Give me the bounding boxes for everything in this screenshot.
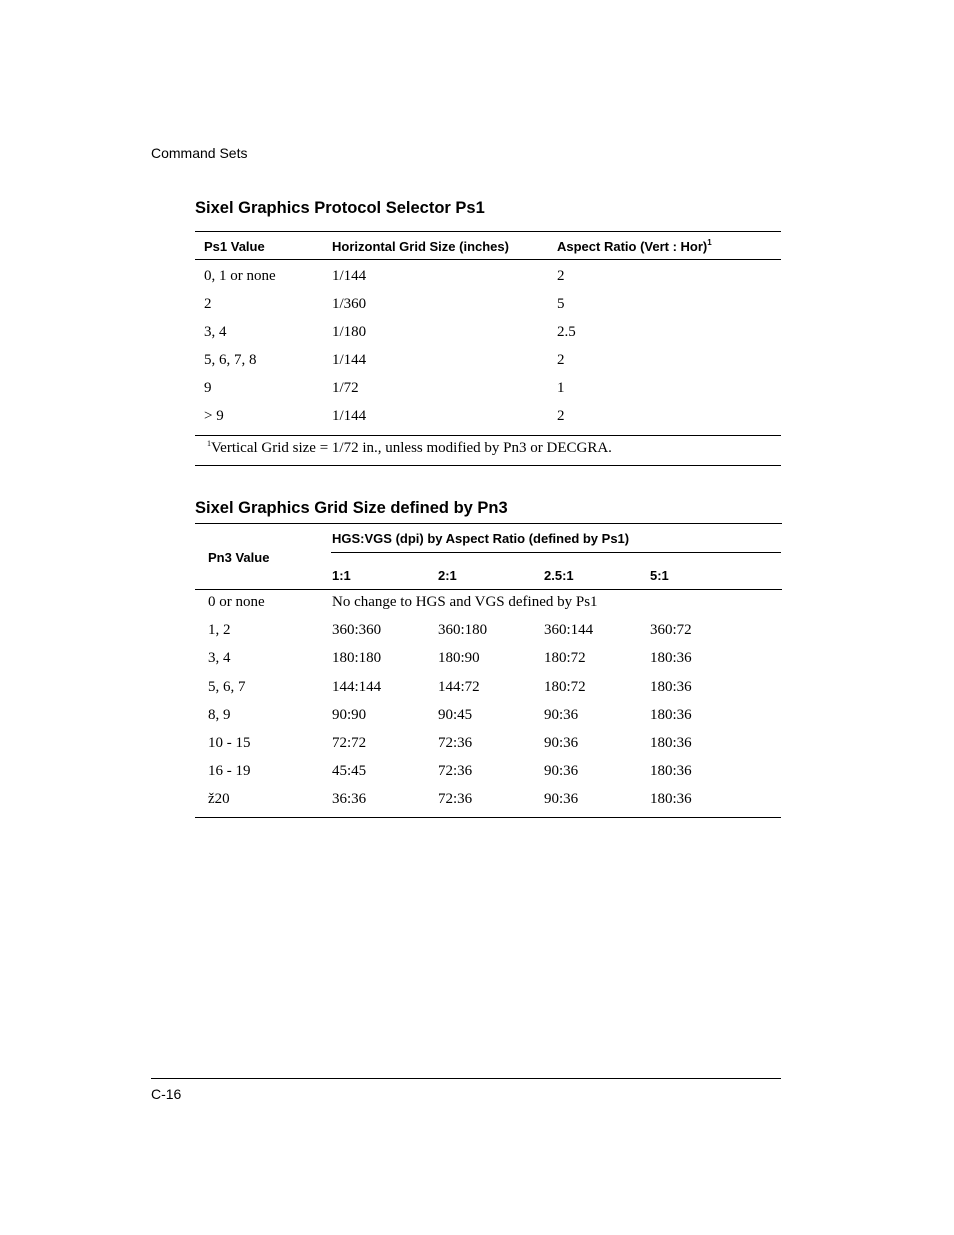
table2-cell: 90:45	[438, 706, 473, 723]
table2-cell: 16 - 19	[208, 763, 251, 780]
table2-header-rule	[195, 589, 782, 590]
table2-cell: 180:180	[332, 650, 382, 667]
table2-cell: ž20	[208, 791, 230, 808]
table2-cell: 180:90	[438, 650, 480, 667]
table2-title: Sixel Graphics Grid Size defined by Pn3	[195, 499, 508, 517]
table2-cell: 3, 4	[208, 650, 231, 667]
table1-col-ps1-value: Ps1 Value	[204, 239, 265, 254]
table1-cell: 5	[557, 296, 565, 312]
table1-col-footnote-mark: 1	[707, 238, 712, 247]
table2-cell: 180:36	[650, 706, 692, 723]
table1-header-rule	[195, 259, 781, 260]
table2-cell: 360:180	[438, 622, 488, 639]
table1-cell: 2	[557, 268, 565, 284]
table2-cell: No change to HGS and VGS defined by Ps1	[332, 594, 598, 610]
table1-cell: 2	[557, 352, 565, 368]
table2-cell: 90:36	[544, 791, 579, 808]
table1-cell: 2	[204, 296, 212, 312]
table1-bottom-rule	[195, 465, 781, 466]
table2-cell: 90:36	[544, 735, 579, 751]
table2-group-header: HGS:VGS (dpi) by Aspect Ratio (defined by Ps1)	[332, 531, 630, 546]
table1-top-rule	[195, 231, 781, 232]
table2-cell: 90:90	[332, 706, 367, 723]
table1-col-horizontal-grid: Horizontal Grid Size (inches)	[332, 239, 509, 254]
table2-cell: 10 - 15	[208, 735, 251, 751]
table1-cell: 5, 6, 7, 8	[204, 352, 257, 368]
table1-footnote	[207, 440, 612, 457]
table2-cell: 72:36	[438, 763, 473, 780]
table2-cell: 90:36	[544, 763, 579, 780]
running-header: Command Sets	[151, 145, 248, 161]
table2-cell: 72:72	[332, 735, 367, 751]
table2-cell: 360:360	[332, 622, 382, 639]
table2-cell: 1, 2	[208, 622, 231, 639]
table1-cell: 1/144	[332, 352, 367, 368]
table1-title: Sixel Graphics Protocol Selector Ps1	[195, 199, 485, 217]
table2-subheader-2-5-1: 2.5:1	[544, 568, 574, 583]
table1-col-aspect-ratio	[557, 239, 712, 254]
table1-cell: 1/180	[332, 324, 367, 340]
table2-cell: 45:45	[332, 763, 367, 780]
table2-cell: 180:36	[650, 763, 692, 780]
table2-cell: 5, 6, 7	[208, 678, 246, 695]
table1-cell: 1/144	[332, 268, 367, 284]
table2-cell: 72:36	[438, 791, 473, 808]
table2-cell: 0 or none	[208, 594, 265, 610]
table1-cell: 3, 4	[204, 324, 227, 340]
table1-cell: 1/72	[332, 380, 359, 396]
table2-bottom-rule	[195, 817, 781, 818]
table1-col-aspect-ratio-label: Aspect Ratio (Vert : Hor)	[557, 239, 708, 254]
table1-cell: 1/144	[332, 408, 367, 424]
page-number: C-16	[151, 1086, 182, 1102]
table2-cell: 36:36	[332, 791, 367, 808]
table2-cell: 144:72	[438, 678, 480, 695]
table2-cell: 180:72	[544, 678, 586, 695]
table1-cell: 0, 1 or none	[204, 268, 276, 284]
table2-col-pn3-value: Pn3 Value	[208, 550, 270, 565]
table2-cell: 90:36	[544, 706, 579, 723]
table1-footnote-mark: 1	[207, 439, 211, 448]
table2-cell: 180:36	[650, 678, 692, 695]
table1-cell: 1	[557, 380, 565, 396]
table2-subheader-5-1: 5:1	[650, 568, 669, 583]
table2-cell: 360:144	[544, 622, 594, 639]
table2-group-rule	[331, 552, 781, 553]
table1-cell: 2	[557, 408, 565, 424]
table1-cell: > 9	[204, 408, 224, 424]
table2-subheader-2-1: 2:1	[438, 568, 457, 583]
table1-cell: 2.5	[557, 324, 576, 340]
table2-cell: 180:36	[650, 791, 692, 808]
table2-cell: 180:36	[650, 735, 692, 751]
table2-cell: 144:144	[332, 678, 382, 695]
table2-cell: 360:72	[650, 622, 692, 639]
table1-cell: 1/360	[332, 296, 367, 312]
table2-subheader-1-1: 1:1	[332, 568, 351, 583]
table1-footnote-rule	[195, 435, 781, 436]
table2-cell: 180:72	[544, 650, 586, 667]
table1-footnote-text: Vertical Grid size = 1/72 in., unless modified by Pn3 or DECGRA.	[211, 440, 612, 456]
table2-cell: 72:36	[438, 735, 473, 751]
table2-cell: 180:36	[650, 650, 692, 667]
footer-rule	[151, 1078, 781, 1079]
table2-top-rule	[195, 523, 782, 524]
table1-cell: 9	[204, 380, 212, 396]
table2-cell: 8, 9	[208, 706, 231, 723]
